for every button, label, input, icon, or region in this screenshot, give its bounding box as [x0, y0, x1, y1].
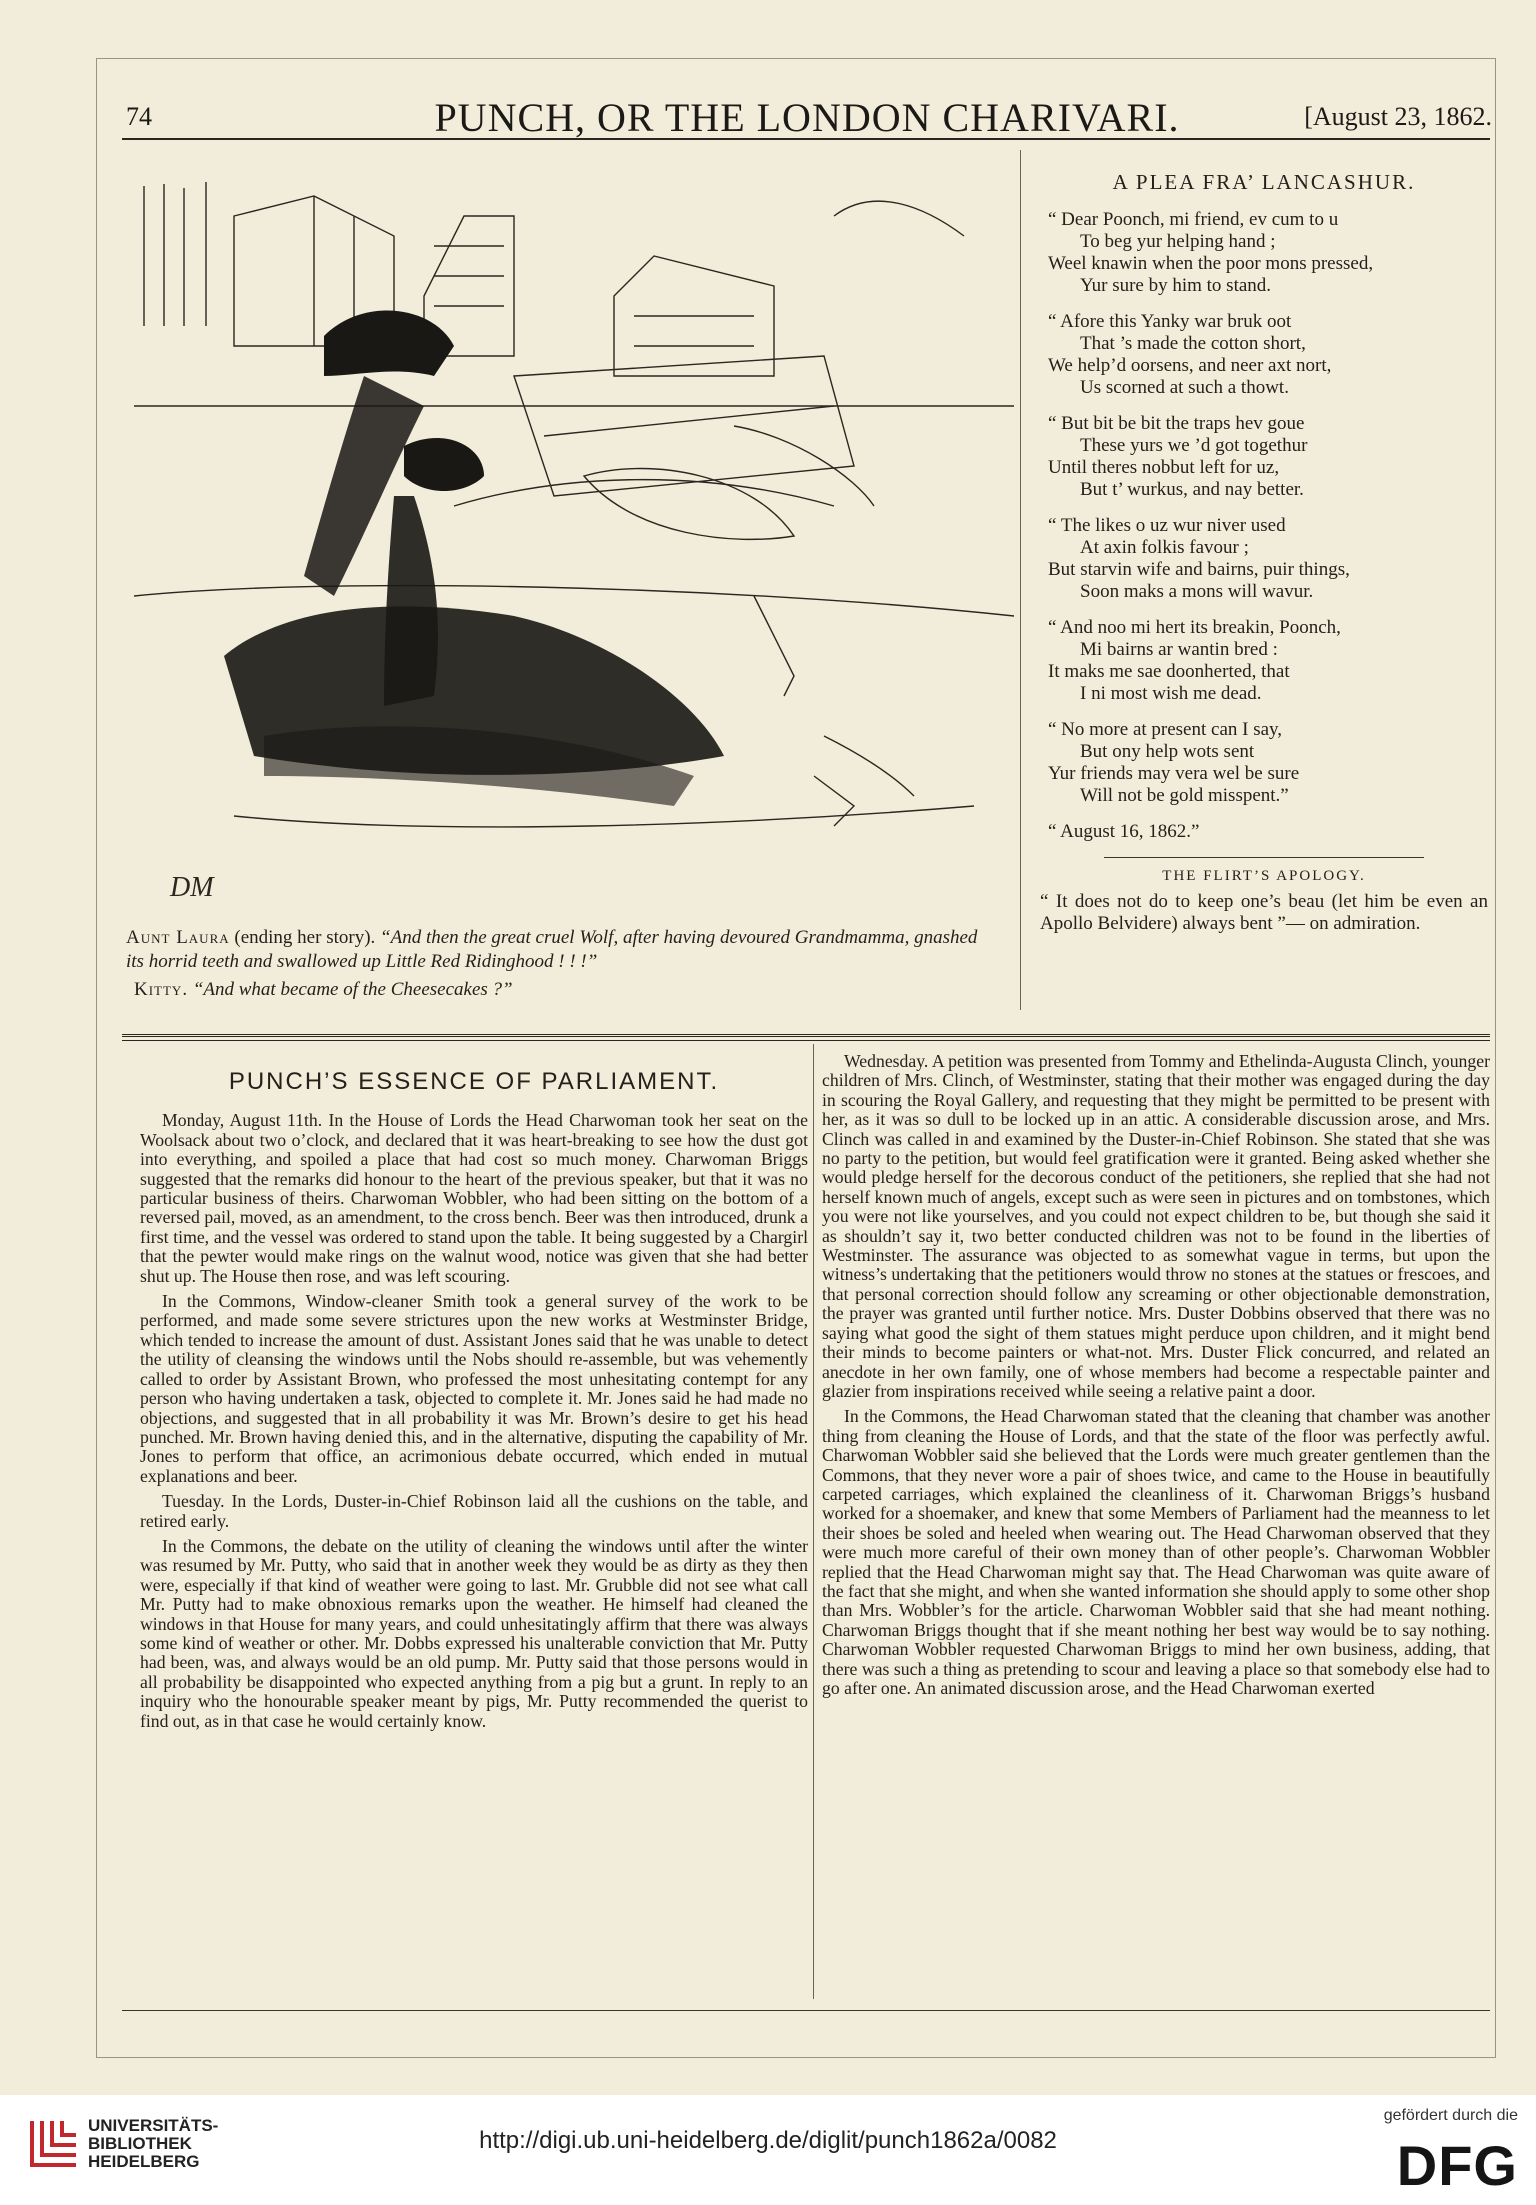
poem-line: These yurs we ’d got togethur — [1080, 435, 1308, 456]
caption-speaker-aunt: Aunt Laura — [126, 927, 230, 948]
poem-signoff: “ August 16, 1862.” — [1048, 821, 1200, 842]
poem-line: I ni most wish me dead. — [1080, 683, 1262, 704]
poem-line: Weel knawin when the poor mons pressed, — [1048, 253, 1374, 274]
poem-title: A PLEA FRA’ LANCASHUR. — [1112, 170, 1416, 194]
dfg-logo: DFG — [1396, 2134, 1518, 2197]
poem-line: “ Afore this Yanky war bruk oot — [1048, 311, 1292, 332]
caption-kitty-speech: “And what became of the Cheesecakes ?” — [192, 979, 513, 1000]
poem-line: “ Dear Poonch, mi friend, ev cum to u — [1048, 209, 1339, 230]
poem-line: Will not be gold misspent.” — [1080, 785, 1289, 806]
paragraph: In the Commons, the Head Charwoman stated that the cleaning that chamber was another thing from cleaning the House of Lords, and that the state of the floor was perfectly awful. Charwoman Wobbler said she believed that the Lords were much greater gentlemen than the Commons, that they never wore a pair of shoes twice, and came to the House in beautifully carpeted carriages, which explained the cleanliness of it. Charwoman Briggs’s husband worked for a shoemaker, and knew that some Members of Parliament had the meanness to let their shoes be soled and heeled when wearing out. The Head Charwoman observed that they were much more careful of their own money than of other people’s. Charwoman Wobbler replied that the Head Charwoman might say that. The Head Charwoman was quite aware of the fact that she might, and when she wanted information she should apply to some other shop than Mrs. Wobbler’s for the article. Charwoman Wobbler said that she had meant nothing. Charwoman Briggs thought that if she meant nothing her best way would be to say nothing. Charwoman Wobbler requested Charwoman Briggs to mind her own business, adding, that there was such a thing as pretending to scour and leaving a place so that somebody else had to go after one. An animated discussion arose, and the Head Charwoman exerted — [822, 1406, 1490, 1698]
page-number: 74 — [126, 102, 152, 131]
bottom-rule — [122, 2010, 1490, 2011]
header-rule — [122, 138, 1490, 140]
poem-line: But ony help wots sent — [1080, 741, 1255, 762]
poem-line: To beg yur helping hand ; — [1080, 231, 1276, 252]
poem-line: Yur friends may vera wel be sure — [1048, 763, 1300, 784]
poem-line: “ No more at present can I say, — [1048, 719, 1283, 740]
library-name-line: UNIVERSITÄTS- — [88, 2116, 219, 2135]
poem-stanza — [1040, 515, 1488, 603]
paragraph: Tuesday. In the Lords, Duster-in-Chief Robinson laid all the cushions on the table, and retired early. — [140, 1491, 808, 1531]
poem-stanza — [1040, 209, 1488, 297]
cartoon-caption — [126, 926, 986, 1002]
permalink-url[interactable]: http://digi.ub.uni-heidelberg.de/diglit/punch1862a/0082 — [479, 2127, 1057, 2154]
poem-line: At axin folkis favour ; — [1080, 537, 1249, 558]
poem-line: But t’ wurkus, and nay better. — [1080, 479, 1304, 500]
poem-line: Soon maks a mons will wavur. — [1080, 581, 1314, 602]
artist-signature: DM — [170, 872, 214, 903]
poem-stanza — [1040, 719, 1488, 807]
poem-stanza — [1040, 413, 1488, 501]
library-name-line: BIBLIOTHEK — [88, 2134, 192, 2153]
column-separator-bottom — [813, 1044, 814, 1999]
caption-line-2 — [126, 978, 986, 1002]
page-header — [122, 95, 1492, 140]
caption-aunt-speech: “And then the great cruel Wolf, after having devoured Grandmamma, gnashed its horrid teeth and swallowed up Little Red Ridinghood ! ! !” — [126, 927, 978, 972]
poem-line: That ’s made the cotton short, — [1080, 333, 1306, 354]
library-name-line: HEIDELBERG — [88, 2152, 200, 2171]
poem-stanza — [1040, 617, 1488, 705]
essence-left-column — [140, 1052, 808, 1737]
poem-line: But starvin wife and bairns, puir things, — [1048, 559, 1350, 580]
caption-context: (ending her story). — [234, 927, 376, 948]
poem-line: “ The likes o uz wur niver used — [1048, 515, 1286, 536]
issue-date: [August 23, 1862. — [1304, 102, 1492, 131]
paragraph: Wednesday. A petition was presented from Tommy and Ethelinda-Augusta Clinch, younger children of Mrs. Clinch, of Westminster, stating that their mother was engaged during the day in scouring the Royal Gallery, and requesting that they might be permitted to be present with her, as it was so dull to be locked up in an attic. A considerable discussion arose, and Mrs. Clinch was called in and examined by the Duster-in-Chief Robinson. She stated that she was no party to the petition, but would feel gratification were it granted. Being asked whether she would pledge herself for the decorous conduct of the petitioners, she replied that she had not herself known much of angels, except such as were seen in pictures and on tombstones, which you were not like yourselves, and you could not expect children to be, but though she said it as shouldn’t say it, two better conducted children was not to be found in the liberties of Westminster. The assurance was objected to as somewhat vague in terms, but upon the witness’s undertaking that the petitioners would throw no stones at the statues or frescoes, and that personal correction should follow any screaming or other objectionable demonstration, the prayer was granted until further notice. Mrs. Duster Dobbins observed that there was no saying what good the sight of them statues might perduce upon children, and it might bend their minds to become painters or what-not. Mrs. Duster Flick concurred, and related an anecdote in her own family, one of whose members had become a respectable painter and glazier from inspirations received while seeing a relative paint a door. — [822, 1051, 1490, 1401]
flirt-title: THE FLIRT’S APOLOGY. — [1162, 868, 1366, 884]
paragraph: In the Commons, Window-cleaner Smith took a general survey of the work to be performed, and made some severe strictures upon the new works at Westminster Bridge, which tended to increase the amount of dust. Assistant Jones said that he was unable to detect the utility of cleansing the windows until the Nobs should re-assemble, but was vehemently called to order by Assistant Brown, who professed the most unhesitating contempt for any person who having undertaken a task, objected to complete it. Mr. Jones said he had made no objections, and suggested that in all probability it was Mr. Brown’s desire to get his head punched. Mr. Brown having denied this, and in the alternative, disputing the capability of Mr. Jones to perform that office, an acrimonious debate occurred, which ended in mutual explanations and beer. — [140, 1291, 808, 1486]
poem-line: We help’d oorsens, and neer axt nort, — [1048, 355, 1332, 376]
funded-by-label: gefördert durch die — [1383, 2107, 1518, 2124]
masthead-title: PUNCH, OR THE LONDON CHARIVARI. — [434, 95, 1180, 140]
poem-line: “ And noo mi hert its breakin, Poonch, — [1048, 617, 1341, 638]
viewer-footer — [0, 2095, 1536, 2205]
paragraph: Monday, August 11th. In the House of Lords the Head Charwoman took her seat on the Woolsack about two o’clock, and declared that it was heart-breaking to see how the dust got into everything, and spoiled a place that had cost so much money. Charwoman Briggs suggested that the remarks did honour to the heart of the previous speaker, but that it was no particular business of theirs. Charwoman Wobbler, who had been sitting on the bottom of a reversed pail, moved, as an amendment, to the cross bench. Beer was then introduced, drunk a first time, and the vessel was ordered to stand upon the table. It being suggested by a Chargirl that the pewter would make rings on the walnut wood, notice was given that she had better shut up. The House then rose, and was left scouring. — [140, 1110, 808, 1286]
section-title: PUNCH’S ESSENCE OF PARLIAMENT. — [228, 1068, 720, 1095]
essence-right-column — [822, 1052, 1490, 1704]
poem-column — [1040, 170, 1488, 935]
poem-line: Yur sure by him to stand. — [1080, 275, 1272, 296]
poem-line: It maks me sae doonherted, that — [1048, 661, 1290, 682]
section-rule — [122, 1034, 1490, 1041]
poem-stanza — [1040, 311, 1488, 399]
poem-line: Mi bairns ar wantin bred : — [1080, 639, 1278, 660]
poem-line: “ But bit be bit the traps hev goue — [1048, 413, 1305, 434]
poem-line: Us scorned at such a thowt. — [1080, 377, 1289, 398]
column-separator-top — [1020, 150, 1021, 1010]
poem-line: Until theres nobbut left for uz, — [1048, 457, 1280, 478]
caption-speaker-kitty: Kitty. — [134, 979, 189, 1000]
flirt-text: “ It does not do to keep one’s beau (let him be even an Apollo Belvidere) always bent ”— on admiration. — [1040, 891, 1488, 934]
poem-rule — [1104, 857, 1424, 858]
caption-line-1 — [126, 926, 986, 974]
cartoon-illustration — [134, 176, 1014, 916]
paragraph: In the Commons, the debate on the utility of cleaning the windows until after the winter was resumed by Mr. Putty, who said that in another week they would be as dirty as they then were, especially if that kind of weather were going to last. Mr. Grubble did not see what call Mr. Putty had to make obnoxious remarks upon the weather. He himself had cleaned the windows in that House for many years, and could unhesitatingly affirm that there was always some kind of weather or other. Mr. Dobbs expressed his unalterable conviction that Mr. Putty had been, was, and always would be an old pump. Mr. Putty said that those persons would in all probability be disappointed who expected anything from a pig but a grunt. In reply to an inquiry who the honourable speaker meant by pigs, Mr. Putty recommended the querist to find out, as in that case he would certainly know. — [140, 1535, 808, 1731]
